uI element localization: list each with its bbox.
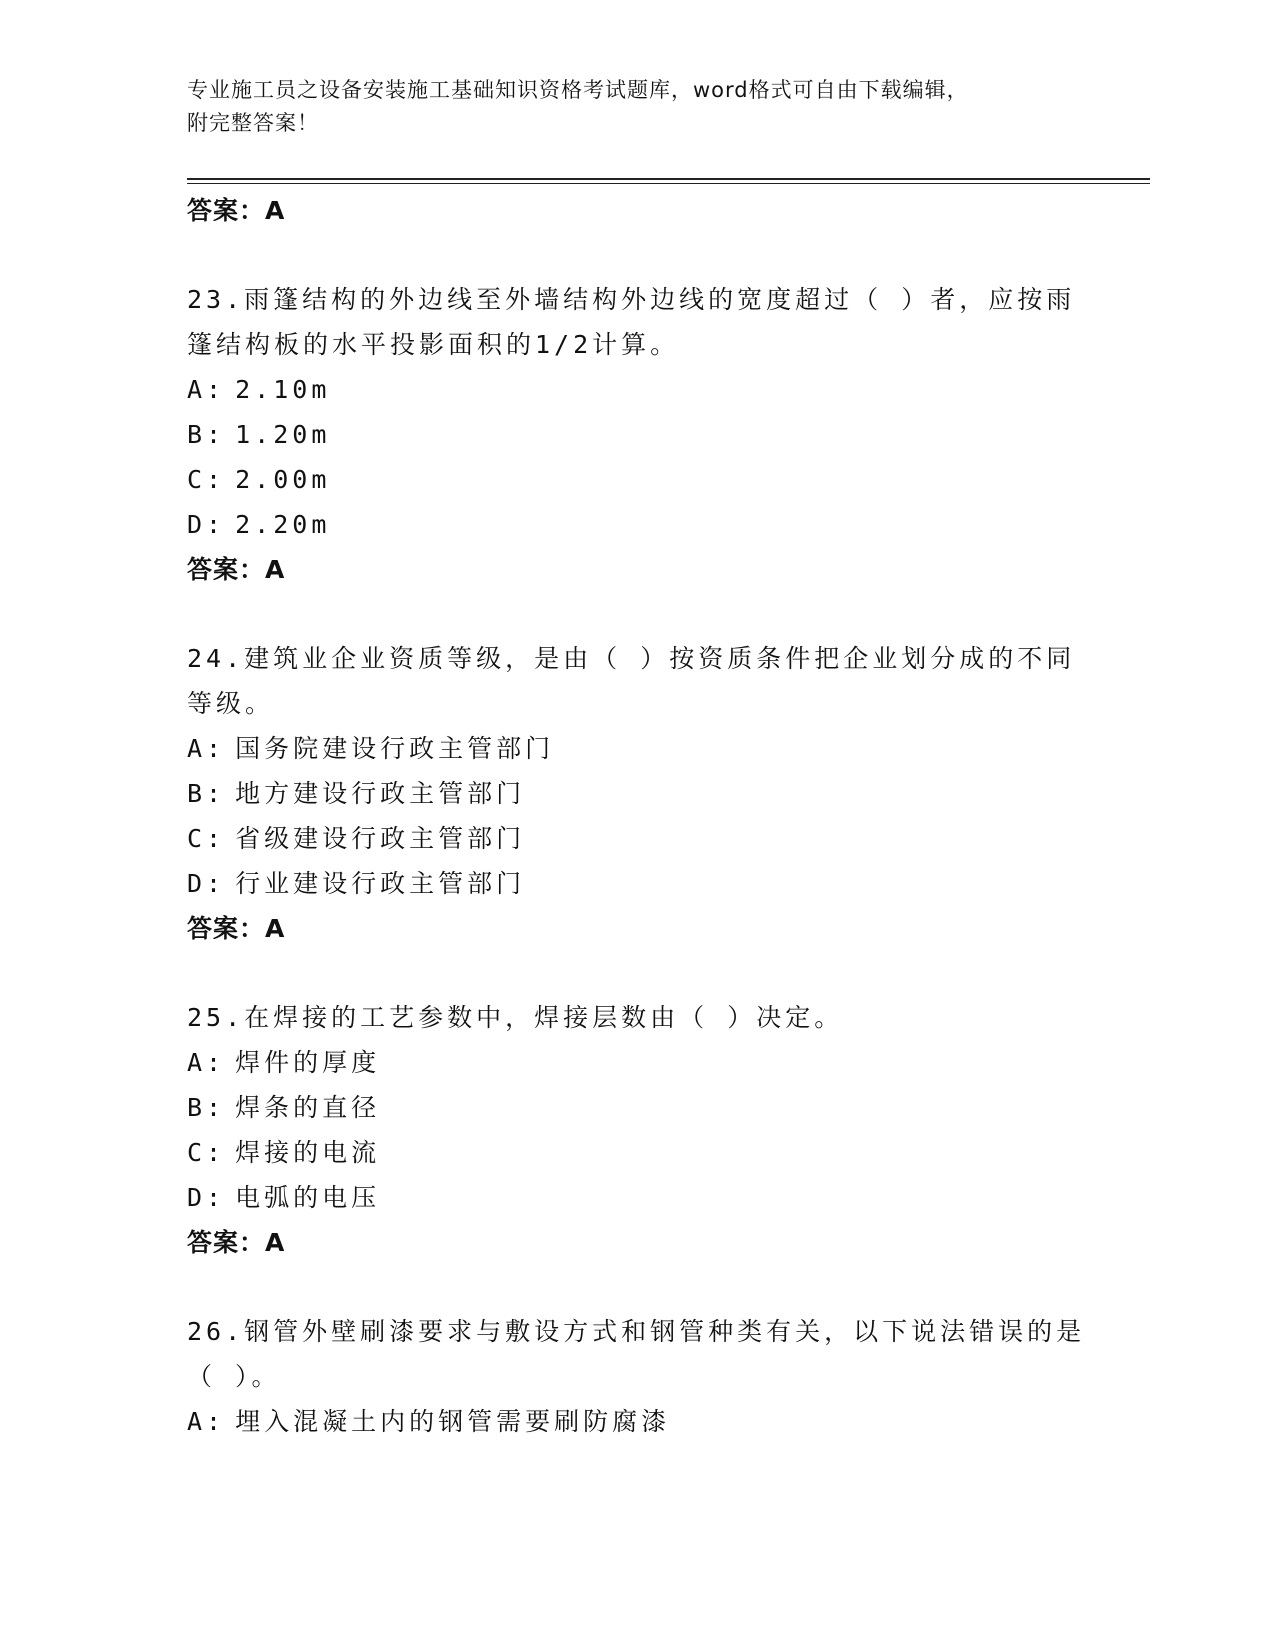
option-text: 省级建设行政主管部门 bbox=[235, 824, 526, 853]
option-text: 焊接的电流 bbox=[235, 1138, 381, 1167]
option-letter: C: bbox=[187, 465, 226, 494]
option-letter: A: bbox=[187, 734, 226, 763]
option-text: 国务院建设行政主管部门 bbox=[235, 734, 555, 763]
option-letter: A: bbox=[187, 1048, 226, 1077]
option-letter: C: bbox=[187, 824, 226, 853]
header-divider-thick bbox=[187, 178, 1150, 180]
question-answer: 答案：A bbox=[187, 914, 286, 943]
option-d bbox=[187, 861, 1087, 906]
spacer bbox=[187, 951, 1087, 995]
option-letter: C: bbox=[187, 1138, 226, 1167]
question-block-23 bbox=[187, 277, 1087, 592]
option-text: 2.20m bbox=[235, 510, 331, 539]
question-block-24 bbox=[187, 636, 1087, 951]
question-text: 24.建筑业企业资质等级，是由（ ）按资质条件把企业划分成的不同等级。 bbox=[187, 644, 1076, 718]
questions-content bbox=[187, 188, 1087, 1444]
option-text: 地方建设行政主管部门 bbox=[235, 779, 526, 808]
option-text: 焊件的厚度 bbox=[235, 1048, 381, 1077]
question-answer: 答案：A bbox=[187, 555, 286, 584]
option-text: 行业建设行政主管部门 bbox=[235, 869, 526, 898]
option-a bbox=[187, 367, 1087, 412]
question-text: 23.雨篷结构的外边线至外墙结构外边线的宽度超过（ ）者，应按雨篷结构板的水平投影面积的1/2计算。 bbox=[187, 285, 1076, 359]
option-text: 2.00m bbox=[235, 465, 331, 494]
header-line-2: 附完整答案！ bbox=[187, 111, 319, 135]
option-letter: D: bbox=[187, 510, 226, 539]
option-text: 焊条的直径 bbox=[235, 1093, 381, 1122]
option-b bbox=[187, 1085, 1087, 1130]
option-c bbox=[187, 1130, 1087, 1175]
previous-question-answer: 答案：A bbox=[187, 196, 286, 225]
header-divider-thin bbox=[187, 183, 1150, 184]
option-letter: A: bbox=[187, 375, 226, 404]
option-a bbox=[187, 1399, 1087, 1444]
option-a bbox=[187, 1040, 1087, 1085]
question-text: 25.在焊接的工艺参数中，焊接层数由（ ）决定。 bbox=[187, 1003, 844, 1032]
question-block-26 bbox=[187, 1309, 1087, 1444]
option-letter: B: bbox=[187, 420, 226, 449]
option-b bbox=[187, 412, 1087, 457]
option-letter: D: bbox=[187, 1183, 226, 1212]
option-letter: B: bbox=[187, 779, 226, 808]
option-text: 2.10m bbox=[235, 375, 331, 404]
option-letter: A: bbox=[187, 1407, 226, 1436]
spacer bbox=[187, 233, 1087, 277]
option-text: 埋入混凝土内的钢管需要刷防腐漆 bbox=[235, 1407, 671, 1436]
option-letter: B: bbox=[187, 1093, 226, 1122]
document-header bbox=[187, 74, 1087, 140]
option-d bbox=[187, 502, 1087, 547]
spacer bbox=[187, 1265, 1087, 1309]
option-c bbox=[187, 816, 1087, 861]
header-line-1: 专业施工员之设备安装施工基础知识资格考试题库，word格式可自由下载编辑， bbox=[187, 78, 969, 102]
option-letter: D: bbox=[187, 869, 226, 898]
option-text: 1.20m bbox=[235, 420, 331, 449]
option-d bbox=[187, 1175, 1087, 1220]
option-text: 电弧的电压 bbox=[235, 1183, 381, 1212]
option-a bbox=[187, 726, 1087, 771]
option-b bbox=[187, 771, 1087, 816]
question-answer: 答案：A bbox=[187, 1228, 286, 1257]
option-c bbox=[187, 457, 1087, 502]
spacer bbox=[187, 592, 1087, 636]
question-block-25 bbox=[187, 995, 1087, 1265]
question-text: 26.钢管外壁刷漆要求与敷设方式和钢管种类有关，以下说法错误的是（ ）。 bbox=[187, 1317, 1086, 1391]
